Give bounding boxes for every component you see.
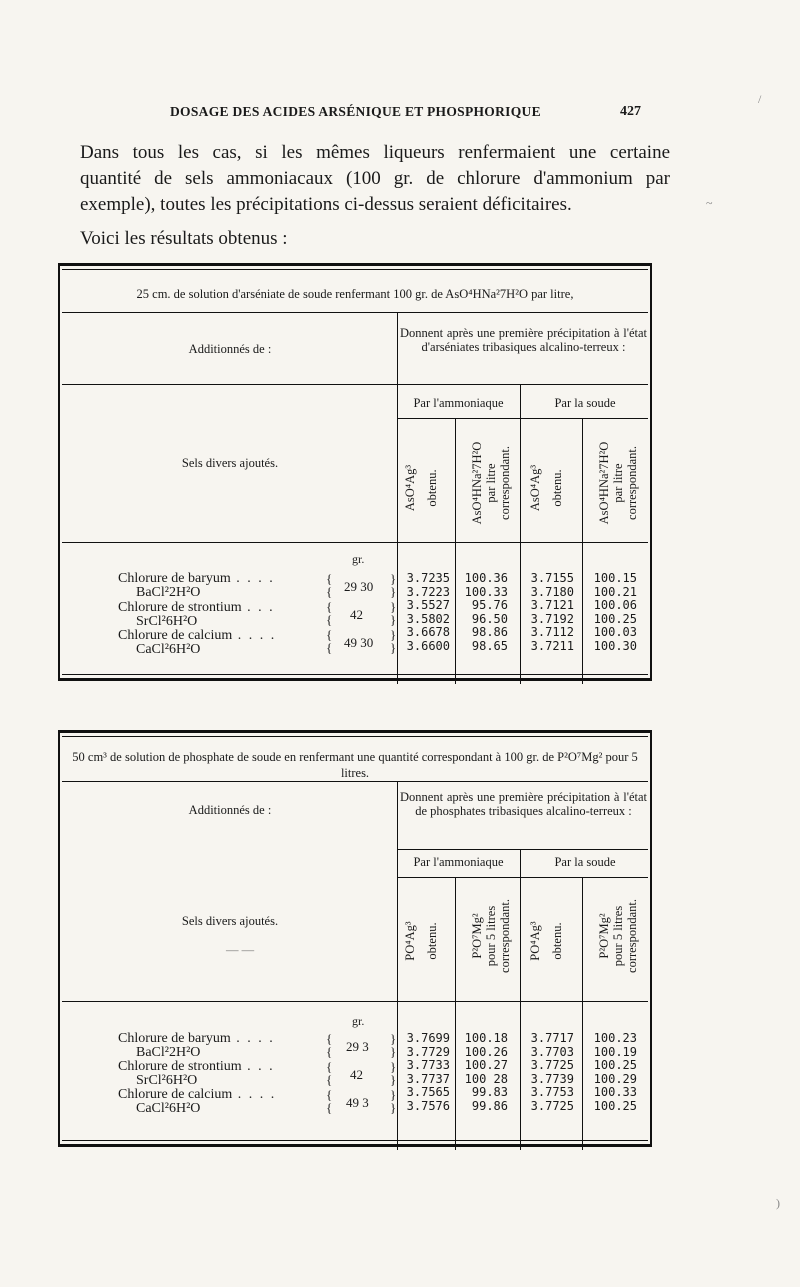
salt-name: Chlorure de strontium (118, 1059, 242, 1074)
value-cell: 100.21 (593, 584, 637, 599)
salts-label: Sels divers ajoutés. (181, 914, 279, 928)
value-cell: 3.7753 (530, 1085, 574, 1100)
rule (397, 781, 398, 1150)
value-cell: 3.6600 (406, 638, 450, 653)
soda-corresponding-values (587, 572, 637, 654)
value-cell: 100.03 (593, 625, 637, 640)
value-cell: 100.26 (464, 1044, 508, 1059)
rule (62, 312, 648, 313)
value-cell: 3.5527 (406, 598, 450, 613)
salt-name: Chlorure de calcium (118, 628, 233, 643)
value-cell: 3.7576 (406, 1098, 450, 1113)
salt-quantity: 29 30 (344, 579, 374, 594)
salt-formula: SrCl²6H²O (136, 614, 198, 629)
margin-mark: / (758, 92, 762, 106)
row-label: Chlorure de strontium . . . (118, 1059, 275, 1074)
brace: { { (326, 571, 333, 599)
value-cell: 100.27 (464, 1058, 508, 1073)
value-cell: 100.33 (593, 1085, 637, 1100)
row-label: Chlorure de baryum . . . . (118, 571, 275, 586)
value-cell: 100.30 (593, 638, 637, 653)
value-cell: 3.5802 (406, 611, 450, 626)
value-cell: 3.7699 (406, 1031, 450, 1045)
col-formula: AsO⁴Ag³ (528, 464, 542, 512)
rule (397, 849, 648, 850)
value-cell: 3.7739 (530, 1071, 574, 1086)
brace: } } (390, 599, 397, 627)
row-label: Chlorure de calcium . . . . (118, 628, 277, 643)
value-cell: 3.7192 (530, 611, 574, 626)
col-ammonia-corresponding (470, 881, 512, 991)
salt-formula: SrCl²6H²O (136, 1073, 198, 1088)
value-cell: 3.7211 (530, 638, 574, 653)
table-caption: 25 cm. de solution d'arséniate de soude renfermant 100 gr. de AsO⁴HNa²7H²O par litre, (136, 287, 574, 301)
value-cell: 100.25 (593, 1058, 637, 1073)
ammonia-corresponding-values (458, 1032, 508, 1114)
col-soda-obtained (528, 891, 564, 991)
value-cell: 100.36 (464, 571, 508, 585)
page-number: 427 (620, 104, 641, 119)
value-cell: 100.33 (464, 584, 508, 599)
salt-name: Chlorure de calcium (118, 1087, 233, 1102)
value-cell: 3.7180 (530, 584, 574, 599)
rule (62, 542, 648, 543)
brace: } } (390, 1087, 397, 1115)
col-line: par litre (484, 463, 498, 503)
value-cell: 3.7717 (530, 1031, 574, 1045)
rule (62, 269, 648, 270)
rule (62, 384, 397, 385)
rule (582, 418, 583, 684)
col-formula: AsO⁴HNa²7H²O (597, 441, 611, 525)
paragraph-line: quantité de sels ammoniacaux (100 gr. de chlorure d'ammonium par (80, 168, 670, 189)
salt-formula: CaCl²6H²O (136, 642, 201, 657)
col-ammonia-corresponding (470, 428, 512, 538)
by-ammonia-header: Par l'ammoniaque (413, 855, 504, 869)
rule (62, 736, 648, 737)
value-cell: 3.7737 (406, 1071, 450, 1086)
salt-quantity: 29 3 (346, 1039, 369, 1054)
ammonia-corresponding-values (458, 572, 508, 654)
brace: } } (390, 1059, 397, 1087)
brace: } } (390, 571, 397, 599)
col-soda-corresponding (597, 881, 639, 991)
value-cell: 100.29 (593, 1071, 637, 1086)
value-cell: 3.7565 (406, 1085, 450, 1100)
arsenate-results-table (58, 263, 652, 681)
soda-obtained-values (524, 1032, 574, 1114)
value-cell: 3.6678 (406, 625, 450, 640)
rule (397, 384, 648, 385)
rule (397, 418, 648, 419)
brace: { { (326, 1059, 333, 1087)
unit-gr: gr. (352, 1014, 365, 1028)
col-unit-word: obtenu. (550, 469, 564, 507)
value-cell: 100.19 (593, 1044, 637, 1059)
margin-mark: ~ (706, 196, 713, 210)
value-cell: 3.7725 (530, 1058, 574, 1073)
col-line: correspondant. (625, 899, 639, 973)
col-line: pour 5 litres (611, 905, 625, 967)
value-cell: 99.86 (471, 1098, 508, 1113)
col-formula: AsO⁴HNa²7H²O (470, 441, 484, 525)
value-cell: 3.7729 (406, 1044, 450, 1059)
rule (62, 781, 648, 782)
rule (397, 312, 398, 384)
col-line: par litre (611, 463, 625, 503)
col-ammonia-obtained (403, 891, 439, 991)
rule (62, 1001, 648, 1002)
col-line: correspondant. (625, 446, 639, 520)
brace: { { (326, 599, 333, 627)
salts-label: Sels divers ajoutés. (181, 456, 279, 470)
by-soda-header: Par la soude (554, 396, 616, 410)
result-header: Donnent après une première précipitation à l'état de phosphates tribasiques alcalino-terreux : (400, 790, 647, 818)
row-label: Chlorure de calcium . . . . (118, 1087, 277, 1102)
rule (582, 877, 583, 1150)
value-cell: 3.7725 (530, 1098, 574, 1113)
value-cell: 100.18 (464, 1031, 508, 1045)
ammonia-obtained-values (400, 572, 450, 654)
value-cell: 100 28 (464, 1071, 508, 1086)
rule (62, 674, 648, 675)
salt-name: Chlorure de strontium (118, 600, 242, 615)
value-cell: 99.83 (471, 1085, 508, 1100)
value-cell: 3.7733 (406, 1058, 450, 1073)
col-line: pour 5 litres (484, 905, 498, 967)
col-soda-corresponding (597, 428, 639, 538)
salt-name: Chlorure de baryum (118, 571, 231, 586)
salt-name: Chlorure de baryum (118, 1031, 231, 1046)
by-soda-header: Par la soude (554, 855, 616, 869)
value-cell: 3.7112 (530, 625, 574, 640)
salts-dash: — — (225, 943, 255, 957)
value-cell: 98.65 (471, 638, 508, 653)
rule (520, 384, 521, 684)
brace: } } (390, 627, 397, 655)
value-cell: 100.23 (593, 1031, 637, 1045)
value-cell: 3.7155 (530, 571, 574, 585)
col-formula: P²O⁷Mg² (597, 913, 611, 959)
col-soda-obtained (528, 438, 564, 538)
rule (397, 384, 398, 684)
unit-gr: gr. (352, 552, 365, 566)
paragraph-intro (60, 140, 670, 218)
brace: } } (390, 1031, 397, 1059)
brace: { { (326, 627, 333, 655)
rule (455, 877, 456, 1150)
rule (397, 877, 648, 878)
salt-formula: BaCl²2H²O (136, 1045, 201, 1060)
soda-corresponding-values (587, 1032, 637, 1114)
value-cell: 3.7223 (406, 584, 450, 599)
rule (520, 849, 521, 1150)
value-cell: 100.15 (593, 571, 637, 585)
paragraph-line: exemple), toutes les précipitations ci-dessus seraient déficitaires. (80, 194, 572, 215)
col-unit-word: obtenu. (425, 922, 439, 960)
added-label: Additionnés de : (188, 803, 272, 817)
value-cell: 100.25 (593, 1098, 637, 1113)
value-cell: 95.76 (471, 598, 508, 613)
salt-formula: CaCl²6H²O (136, 1101, 201, 1116)
col-line: correspondant. (498, 446, 512, 520)
col-formula: P²O⁷Mg² (470, 913, 484, 959)
margin-mark: ) (776, 1196, 780, 1210)
salt-quantity: 42 (350, 1067, 363, 1082)
salt-quantity: 49 3 (346, 1095, 369, 1110)
row-label: Chlorure de baryum . . . . (118, 1031, 275, 1046)
value-cell: 3.7121 (530, 598, 574, 613)
added-label: Additionnés de : (188, 342, 272, 356)
soda-obtained-values (524, 572, 574, 654)
col-unit-word: obtenu. (425, 469, 439, 507)
value-cell: 3.7703 (530, 1044, 574, 1059)
result-header: Donnent après une première précipitation à l'état d'arséniates tribasiques alcalino-terreux : (400, 326, 647, 354)
value-cell: 98.86 (471, 625, 508, 640)
salt-quantity: 49 30 (344, 635, 374, 650)
col-line: correspondant. (498, 899, 512, 973)
col-unit-word: obtenu. (550, 922, 564, 960)
value-cell: 100.06 (593, 598, 637, 613)
value-cell: 100.25 (593, 611, 637, 626)
col-ammonia-obtained (403, 438, 439, 538)
paragraph-results-intro: Voici les résultats obtenus : (80, 228, 288, 249)
value-cell: 96.50 (471, 611, 508, 626)
rule (62, 1140, 648, 1141)
brace: { { (326, 1031, 333, 1059)
col-formula: PO⁴Ag³ (528, 921, 542, 961)
salt-formula: BaCl²2H²O (136, 585, 201, 600)
col-formula: PO⁴Ag³ (403, 921, 417, 961)
col-formula: AsO⁴Ag³ (403, 464, 417, 512)
brace: { { (326, 1087, 333, 1115)
by-ammonia-header: Par l'ammoniaque (413, 396, 504, 410)
running-title: DOSAGE DES ACIDES ARSÉNIQUE ET PHOSPHORIQUE (170, 104, 541, 119)
paragraph-line: Dans tous les cas, si les mêmes liqueurs renfermaient une certaine (80, 142, 670, 163)
row-label: Chlorure de strontium . . . (118, 600, 275, 615)
salt-quantity: 42 (350, 607, 363, 622)
table-caption: 50 cm³ de solution de phosphate de soude en renfermant une quantité correspondant à 100 gr. de P²O⁷Mg² pour 5 litres. (72, 750, 638, 780)
value-cell: 3.7235 (406, 571, 450, 585)
rule (455, 418, 456, 684)
ammonia-obtained-values (400, 1032, 450, 1114)
phosphate-results-table (58, 730, 652, 1147)
